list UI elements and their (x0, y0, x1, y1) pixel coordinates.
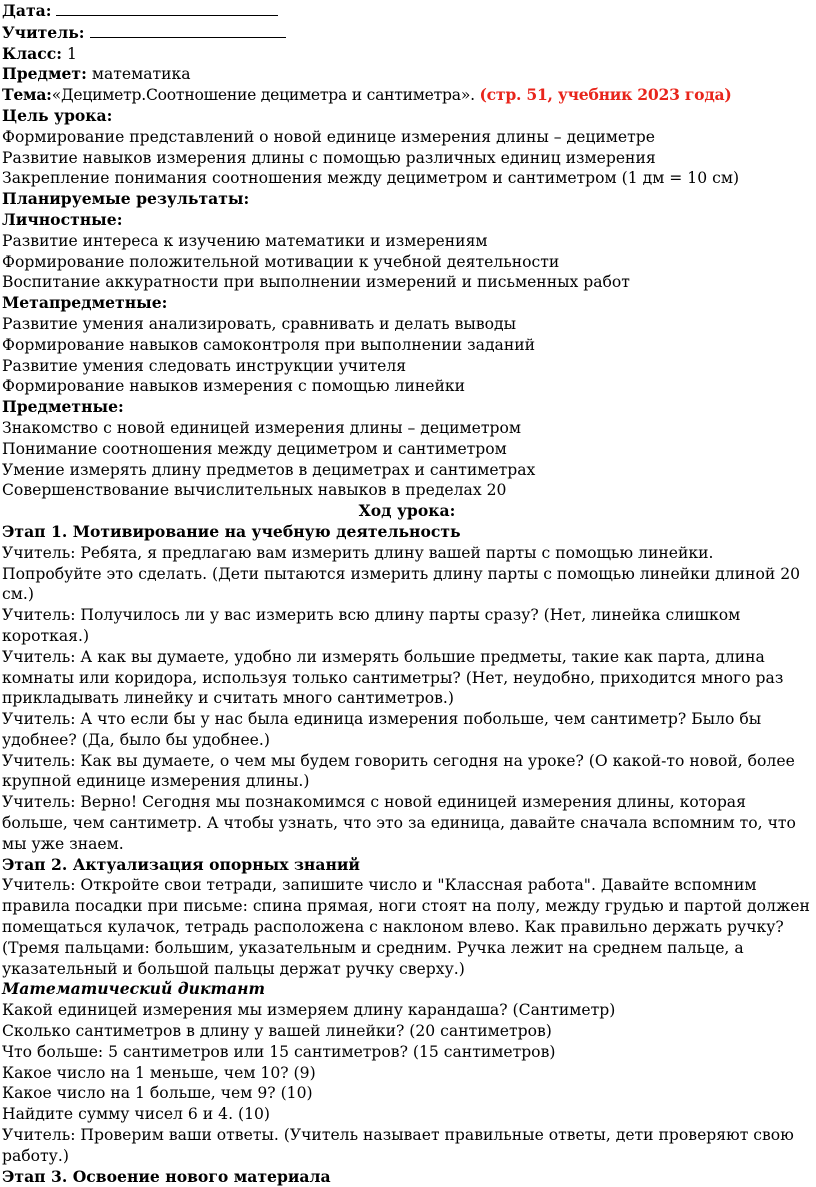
subject-results-heading: Предметные: (2, 397, 124, 417)
class-label: Класс: (2, 43, 63, 63)
stage1-paragraph: Учитель: А что если бы у нас была единица измерения побольше, чем сантиметр? Было бы удобнее? (Да, было бы удобнее.) (2, 710, 762, 749)
goal-item: Закрепление понимания соотношения между дециметром и сантиметром (1 дм = 10 см) (2, 169, 740, 188)
class-value: 1 (67, 44, 77, 63)
topic-value: «Дециметр.Соотношение дециметра и сантиметра». (51, 86, 475, 105)
subject-result-item: Знакомство с новой единицей измерения длины – дециметром (2, 418, 521, 437)
class-row (2, 44, 812, 65)
stage1-paragraph: Учитель: Ребята, я предлагаю вам измерить длину вашей парты с помощью линейки. Попробуйте это сделать. (Дети пытаются измерить длину парты с помощью линейки длиной 20 см.) (2, 543, 801, 604)
personal-item: Воспитание аккуратности при выполнении измерений и письменных работ (2, 273, 630, 292)
topic-source: (стр. 51, учебник 2023 года) (479, 85, 732, 105)
stage1-paragraph: Учитель: Получилось ли у вас измерить всю длину парты сразу? (Нет, линейка слишком короткая.) (2, 606, 741, 645)
stage3-title: Этап 3. Освоение нового материала (2, 1166, 331, 1186)
dictation-item: Какое число на 1 меньше, чем 10? (9) (2, 1063, 316, 1082)
results-heading: Планируемые результаты: (2, 189, 250, 209)
stage1-paragraph: Учитель: А как вы думаете, удобно ли измерять большие предметы, такие как парта, длина комнаты или коридора, используя только сантиметры? (Нет, неудобно, приходится много раз прикладывать линейку и считать много сантиметров.) (2, 647, 784, 708)
stage1-paragraph: Учитель: Верно! Сегодня мы познакомимся с новой единицей измерения длины, которая больше, чем сантиметр. А чтобы узнать, что это за единица, давайте сначала вспомним то, что мы уже знаем. (2, 793, 796, 853)
goal-item: Развитие навыков измерения длины с помощью различных единиц измерения (2, 148, 656, 167)
subject-result-item: Умение измерять длину предметов в дециметрах и сантиметрах (2, 460, 536, 479)
date-label: Дата: (2, 1, 52, 20)
date-blank[interactable] (56, 0, 278, 16)
dictation-item: Найдите сумму чисел 6 и 4. (10) (2, 1105, 270, 1124)
goals-heading: Цель урока: (2, 105, 113, 125)
dictation-item: Сколько сантиметров в длину у вашей линейки? (20 сантиметров) (2, 1022, 552, 1041)
topic-label: Тема: (2, 85, 52, 105)
meta-item: Формирование навыков самоконтроля при выполнении заданий (2, 335, 536, 354)
subject-label: Предмет: (2, 64, 87, 84)
stage1-title: Этап 1. Мотивирование на учебную деятельность (2, 521, 461, 541)
personal-heading: Личностные: (2, 209, 123, 229)
dictation-heading: Математический диктант (2, 979, 265, 999)
lesson-heading: Ход урока: (358, 501, 456, 521)
subject-result-item: Совершенствование вычислительных навыков в пределах 20 (2, 481, 507, 500)
teacher-blank[interactable] (90, 22, 286, 38)
stage1-paragraph: Учитель: Как вы думаете, о чем мы будем говорить сегодня на уроке? (О какой-то новой, более крупной единице измерения длины.) (2, 751, 795, 791)
stage2-intro: Учитель: Откройте свои тетради, запишите число и "Классная работа". Давайте вспомним правила посадки при письме: спина прямая, ноги стоят на полу, между грудью и партой должен помещаться кулачок, тетрадь расположена с наклоном влево. Как правильно держать ручку? (Тремя пальцами: большим, указательным и средним. Ручка лежит на среднем пальце, а указательный и большой пальцы держат ручку сверху.) (2, 876, 810, 978)
topic-row (2, 85, 812, 106)
meta-item: Формирование навыков измерения с помощью линейки (2, 377, 466, 396)
personal-item: Развитие интереса к изучению математики и измерениям (2, 231, 488, 250)
personal-item: Формирование положительной мотивации к учебной деятельности (2, 252, 560, 271)
meta-item: Развитие умения следовать инструкции учителя (2, 356, 407, 375)
goal-item: Формирование представлений о новой единице измерения длины – дециметре (2, 127, 655, 146)
subject-row (2, 64, 812, 85)
meta-heading: Метапредметные: (2, 293, 168, 313)
meta-item: Развитие умения анализировать, сравнивать и делать выводы (2, 314, 516, 333)
teacher-row (2, 22, 812, 44)
stage2-check: Учитель: Проверим ваши ответы. (Учитель называет правильные ответы, дети проверяют свою работу.) (2, 1126, 794, 1165)
dictation-item: Что больше: 5 сантиметров или 15 сантиметров? (15 сантиметров) (2, 1042, 556, 1061)
subject-value: математика (91, 65, 191, 84)
subject-result-item: Понимание соотношения между дециметром и сантиметром (2, 439, 507, 458)
stage2-title: Этап 2. Актуализация опорных знаний (2, 854, 360, 874)
dictation-item: Какое число на 1 больше, чем 9? (10) (2, 1084, 313, 1103)
date-row (2, 0, 812, 22)
teacher-label: Учитель: (2, 22, 85, 42)
dictation-item: Какой единицей измерения мы измеряем длину карандаша? (Сантиметр) (2, 1001, 616, 1020)
